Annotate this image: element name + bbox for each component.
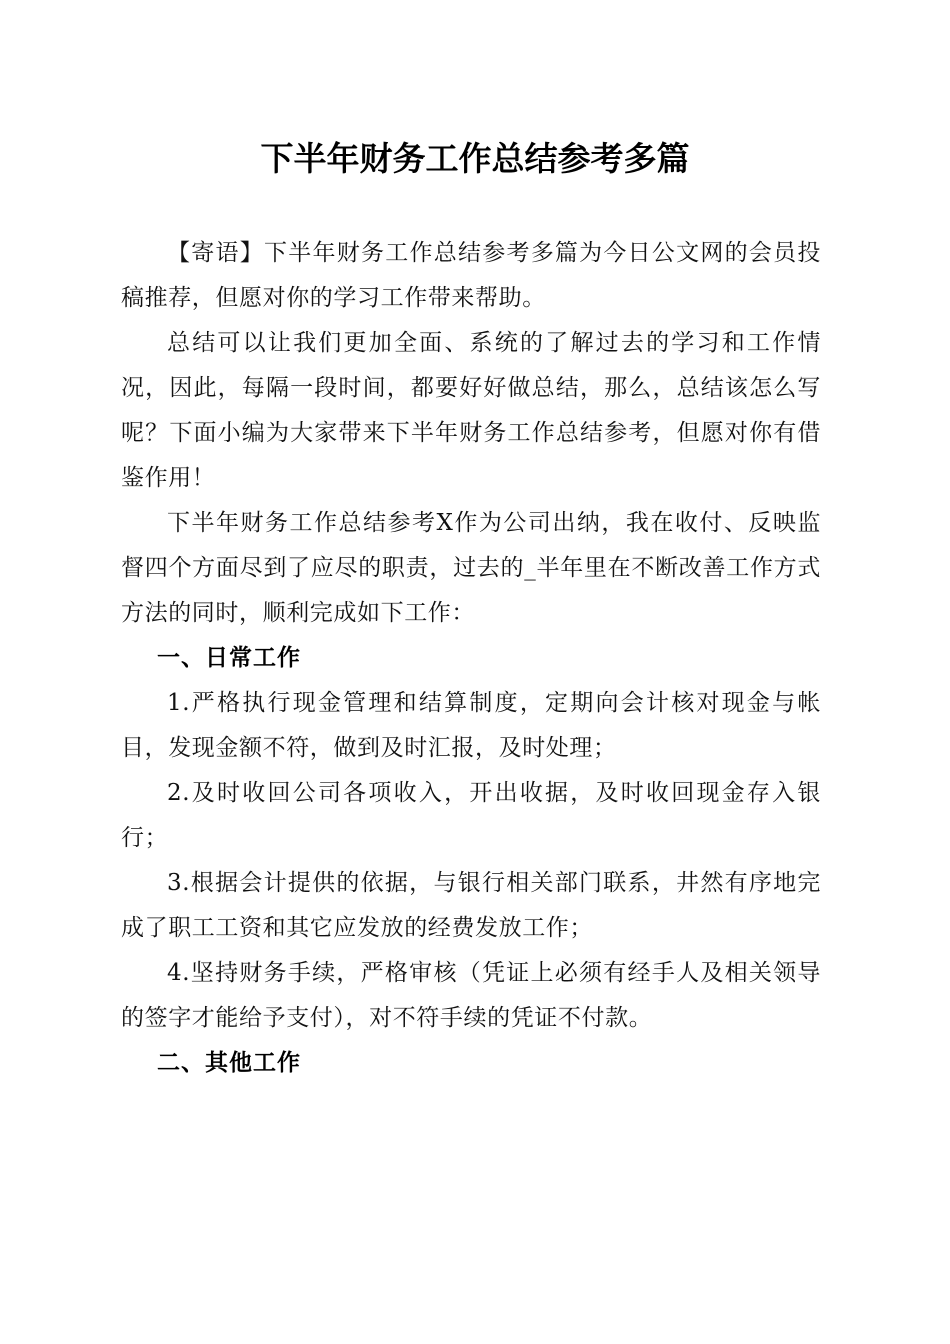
list-item: 3.根据会计提供的依据，与银行相关部门联系，井然有序地完成了职工工资和其它应发放的经费发放工作； [121,870,821,941]
list-item: 1.严格执行现金管理和结算制度，定期向会计核对现金与帐目，发现金额不符，做到及时汇报，及时处理； [121,690,821,761]
document-body [121,231,821,1086]
section-heading-other-work: 二、其他工作 [157,1050,301,1076]
summary-paragraph: 总结可以让我们更加全面、系统的了解过去的学习和工作情况，因此，每隔一段时间，都要好好做总结，那么，总结该怎么写呢？下面小编为大家带来下半年财务工作总结参考，但愿对你有借鉴作用！ [121,330,821,491]
overview-paragraph: 下半年财务工作总结参考X作为公司出纳，我在收付、反映监督四个方面尽到了应尽的职责，过去的_半年里在不断改善工作方式方法的同时，顺利完成如下工作： [121,510,821,626]
list-item: 4.坚持财务手续，严格审核（凭证上必须有经手人及相关领导的签字才能给予支付），对不符手续的凭证不付款。 [121,960,821,1031]
intro-paragraph: 【寄语】下半年财务工作总结参考多篇为今日公文网的会员投稿推荐，但愿对你的学习工作带来帮助。 [121,240,821,311]
list-item: 2.及时收回公司各项收入，开出收据，及时收回现金存入银行； [121,780,821,851]
section-heading-daily-work: 一、日常工作 [157,645,301,671]
document-title: 下半年财务工作总结参考多篇 [260,139,690,178]
